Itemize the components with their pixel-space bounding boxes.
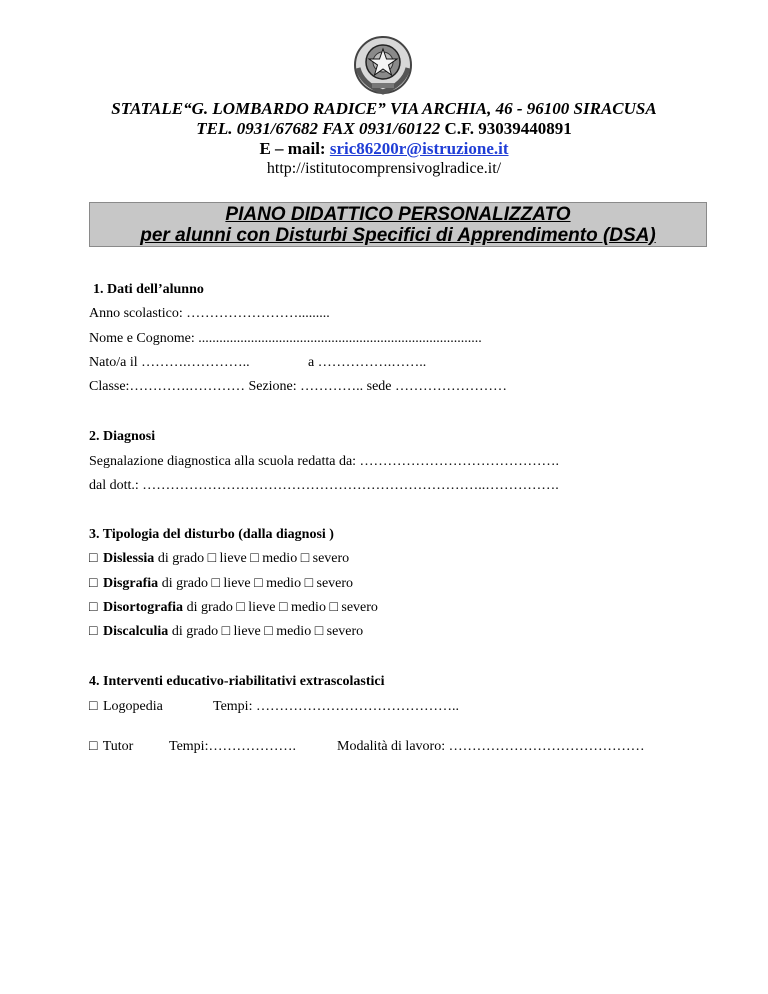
diagnosis-report-field: Segnalazione diagnostica alla scuola redatta da: ……………………………………. — [89, 454, 560, 469]
tutor-option: □ Tutor — [89, 739, 134, 754]
disorder-item-disgrafia: □ Disgrafia di grado □ lieve □ medio □ severo — [89, 576, 354, 591]
checkbox-icon[interactable]: □ — [89, 551, 98, 566]
school-tax-code: C.F. 93039440891 — [440, 119, 572, 138]
email-label: E – mail: — [259, 139, 330, 158]
document-subtitle: per alunni con Disturbi Specifici di Apprendimento (DSA) — [140, 225, 656, 246]
disorder-item-discalculia: □ Discalculia di grado □ lieve □ medio □ severo — [89, 624, 364, 639]
section2-heading: 2. Diagnosi — [89, 429, 156, 444]
checkbox-icon[interactable]: □ — [89, 739, 98, 754]
doctor-field: dal dott.: ………………………………………………………………..……………. — [89, 478, 559, 493]
school-year-field: Anno scolastico: ……………………......... — [89, 306, 330, 321]
document-title: PIANO DIDATTICO PERSONALIZZATO — [225, 204, 571, 225]
disorder-item-dislessia: □ Dislessia di grado □ lieve □ medio □ severo — [89, 551, 350, 566]
logopedia-option: □ Logopedia — [89, 699, 163, 714]
school-contacts — [0, 119, 768, 139]
school-email-line — [0, 139, 768, 159]
section4-heading: 4. Interventi educativo-riabilitativi extrascolastici — [89, 674, 385, 689]
birth-date-field: Nato/a il ……….………….. — [89, 355, 250, 370]
school-header — [0, 99, 768, 179]
section3-heading: 3. Tipologia del disturbo (dalla diagnosi ) — [89, 527, 334, 542]
logopedia-time-field: Tempi: …………………………………….. — [213, 699, 459, 714]
email-link[interactable]: sric86200r@istruzione.it — [329, 139, 509, 158]
checkbox-icon[interactable]: □ — [89, 600, 98, 615]
disorder-item-disortografia: □ Disortografia di grado □ lieve □ medio □ severo — [89, 600, 378, 615]
tutor-method-field: Modalità di lavoro: …………………………………… — [337, 739, 645, 754]
section1-heading: 1. Dati dell’alunno — [93, 282, 204, 297]
checkbox-icon[interactable]: □ — [89, 576, 98, 591]
school-phone-fax: TEL. 0931/67682 FAX 0931/60122 — [196, 119, 441, 138]
tutor-time-field: Tempi:………………. — [169, 739, 296, 754]
class-section-field: Classe:………….………… Sezione: ………….. sede …………………… — [89, 379, 508, 394]
checkbox-icon[interactable]: □ — [89, 699, 98, 714]
checkbox-icon[interactable]: □ — [89, 624, 98, 639]
name-field: Nome e Cognome: ................................................................................. — [89, 331, 482, 346]
document-title-box — [89, 202, 707, 247]
school-website[interactable]: http://istitutocomprensivoglradice.it/ — [266, 160, 502, 177]
birth-place-field: a …………….…….. — [308, 355, 427, 370]
republic-emblem-icon — [352, 34, 414, 96]
school-address: STATALE“G. LOMBARDO RADICE” VIA ARCHIA, 46 - 96100 SIRACUSA — [111, 99, 657, 118]
